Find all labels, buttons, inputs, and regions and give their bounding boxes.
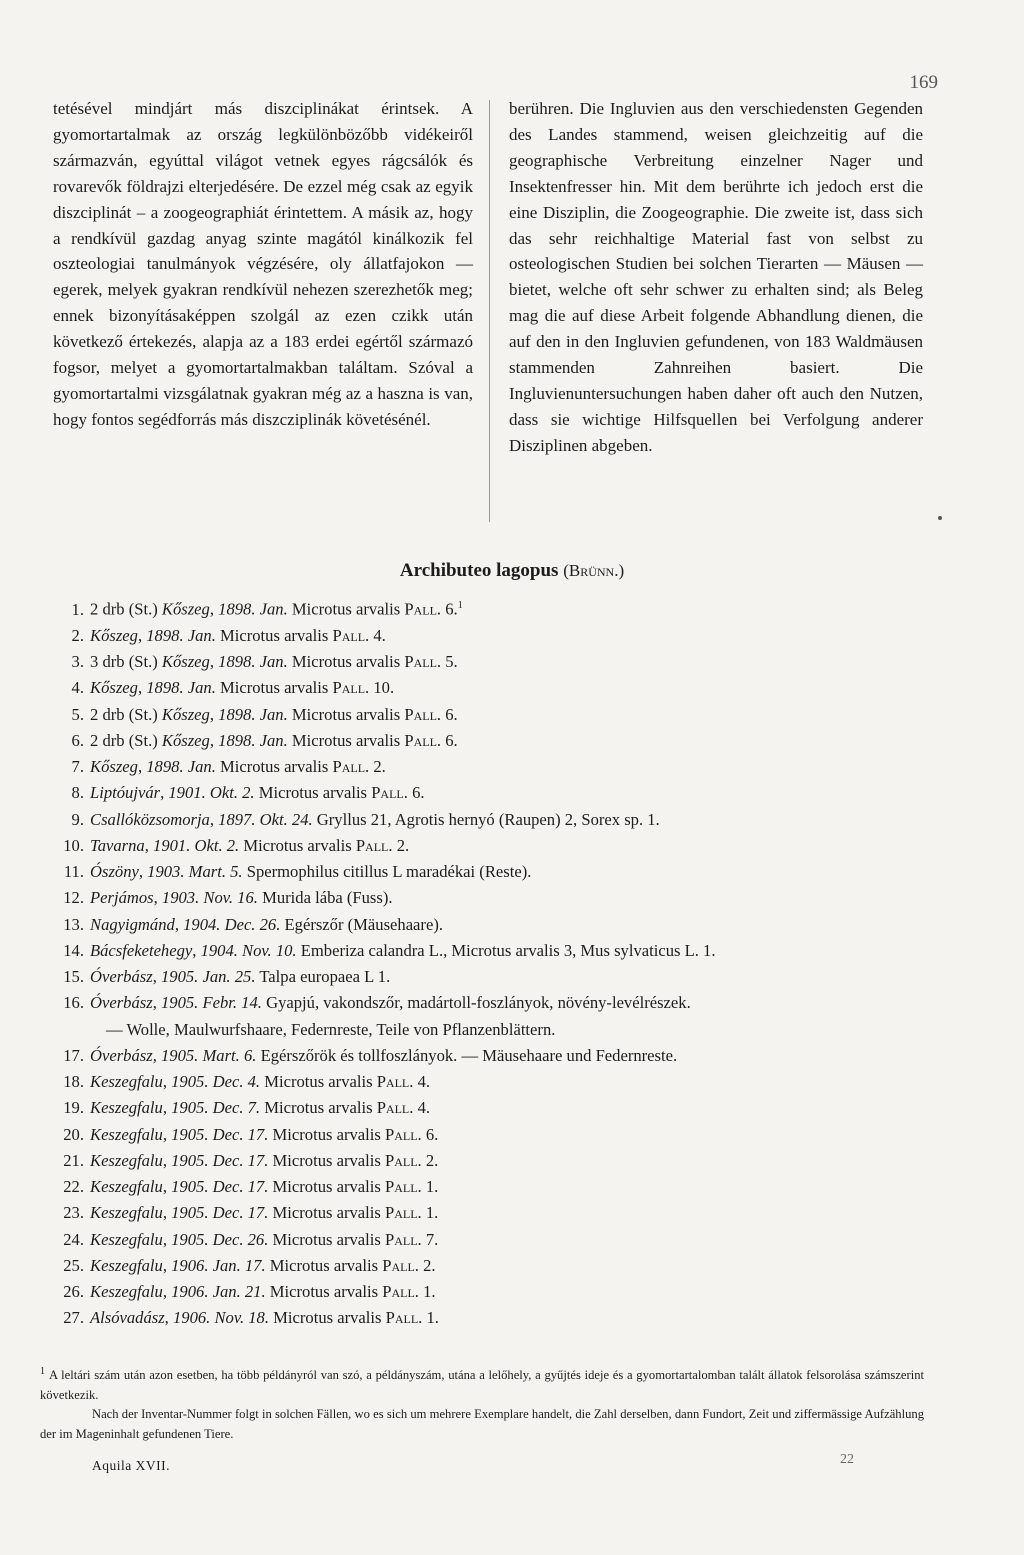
- entry-quantity: 4.: [417, 1098, 431, 1118]
- entry-text: Talpa europaea L 1.: [259, 967, 391, 987]
- entry-text: Gyapjú, vakondszőr, madártoll-foszlányok, növény-levélrészek.: [266, 993, 691, 1013]
- entry-authority: Pall.: [404, 652, 442, 672]
- entry-number: 5.: [71, 704, 84, 724]
- entry-text: Microtus arvalis: [220, 678, 329, 698]
- entry-number: 22.: [63, 1177, 84, 1197]
- page-number: 169: [909, 72, 938, 93]
- column-divider: [489, 100, 490, 522]
- entry-authority: Pall.: [332, 678, 370, 698]
- entry-date: 1905. Dec. 7.: [171, 1098, 261, 1118]
- entry-number: 18.: [63, 1072, 84, 1092]
- specimen-entry: 2. Kőszeg, 1898. Jan. Microtus arvalis Pall. 4.: [46, 623, 966, 649]
- german-paragraph: berühren. Die Ingluvien aus den verschiedensten Gegenden des Landes stammend, weisen gleichzeitig auf die geographische Verbreitung einzelner Nager und Insektenfresser hin. Mit dem berührte ich jedoch erst die eine Disziplin, die Zoogeographie. Die zweite ist, dass sich das sehr reichhaltige Material fast von selbst zu osteologischen Studien bei solchen Tierarten — Mäusen — bietet, welche oft sehr schwer zu erhalten sind; als Beleg mag die auf diese Arbeit folgende Abhandlung dienen, die auf den in den Ingluvien gefundenen, von 183 Waldmäusen stammenden Zahnreihen basiert. Die Ingluvienuntersuchungen haben daher oft auch den Nutzen, dass sie wichtige Hilfsquellen bei Verfolgung anderer Disziplinen abgeben.: [509, 99, 923, 455]
- entry-text: Microtus arvalis: [291, 730, 401, 750]
- entry-authority: Pall.: [332, 757, 370, 777]
- entry-date: 1905. Febr. 14.: [160, 993, 262, 1013]
- entry-number: 23.: [63, 1203, 84, 1223]
- stray-dot: [938, 516, 942, 520]
- entry-number: 11.: [63, 862, 84, 882]
- entry-text: Microtus arvalis: [291, 652, 401, 672]
- entry-text: Gryllus 21, Agrotis hernyó (Raupen) 2, Sorex sp. 1.: [316, 809, 660, 829]
- signature-mark: 22: [840, 1452, 854, 1467]
- specimen-entry: 8. Liptóujvár, 1901. Okt. 2. Microtus arvalis Pall. 6.: [46, 780, 966, 806]
- entry-authority: Pall.: [385, 1229, 422, 1249]
- specimen-entry: 9. Csallóközsomorja, 1897. Okt. 24. Gryllus 21, Agrotis hernyó (Raupen) 2, Sorex sp. 1.: [46, 807, 966, 833]
- specimen-entry: 6. 2 drb (St.) Kőszeg, 1898. Jan. Microtus arvalis Pall. 6.: [46, 728, 966, 754]
- entry-authority: Pall.: [382, 1255, 419, 1275]
- entry-locality: Tavarna: [90, 835, 145, 855]
- hungarian-paragraph: tetésével mindjárt más diszciplinákat érintsek. A gyomortartalmak az ország legkülönbözőbb vidékeiről származván, egyúttal világot vetnek egyes rágcsálók és rovarevők földrajzi elterjedésére. De ezzel még csak az egyik diszciplinát – a zoogeographiát érintettem. A másik az, hogy a rendkívül gazdag anyag szinte magától kinálkozik fel oszteologiai tanulmányok végzésére, oly állatfajokon — egerek, melyek gyakran rendkívül nehezen szerezhetők meg; ennek bizonyításaképpen szolgál az ezen czikk után következő értekezés, alapja az a 183 erdei egértől származó fogsor, melyet a gyomortartalmakban találtam. Szóval a gyomortartalmi vizsgálatnak gyakran még az a haszna is van, hogy fontos segédforrás más diszcziplinák követésénél.: [53, 99, 473, 429]
- entry-locality: Óverbász: [90, 967, 153, 987]
- entry-authority: Pall.: [404, 730, 442, 750]
- specimen-entry: [46, 1017, 966, 1043]
- species-author: (Brünn.): [563, 561, 625, 580]
- entry-quantity: 4.: [417, 1072, 431, 1092]
- specimen-entry: 13. Nagyigmánd, 1904. Dec. 26. Egérszőr (Mäusehaare).: [46, 912, 966, 938]
- entry-date: 1898. Jan.: [218, 599, 288, 619]
- specimen-entry: 3. 3 drb (St.) Kőszeg, 1898. Jan. Microtus arvalis Pall. 5.: [46, 649, 966, 675]
- entry-date: 1905. Dec. 26.: [171, 1229, 269, 1249]
- entry-text: Emberiza calandra L., Microtus arvalis 3, Mus sylvaticus L. 1.: [300, 940, 716, 960]
- entry-number: 21.: [63, 1150, 84, 1170]
- entry-locality: Keszegfalu: [90, 1072, 163, 1092]
- entry-authority: Pall.: [385, 1177, 422, 1197]
- specimen-entry: 16. Óverbász, 1905. Febr. 14. Gyapjú, vakondszőr, madártoll-foszlányok, növény-levélrészek.: [46, 990, 966, 1016]
- entry-quantity: 6.: [425, 1124, 439, 1144]
- entry-number: 27.: [63, 1308, 84, 1328]
- specimen-entry: 5. 2 drb (St.) Kőszeg, 1898. Jan. Microtus arvalis Pall. 6.: [46, 702, 966, 728]
- entry-locality: Keszegfalu: [90, 1098, 163, 1118]
- entry-count: 2 drb (St.): [90, 704, 162, 724]
- entry-number: 14.: [63, 940, 84, 960]
- entry-date: 1898. Jan.: [218, 652, 288, 672]
- entry-number: 2.: [71, 625, 84, 645]
- specimen-entry: 26. Keszegfalu, 1906. Jan. 21. Microtus arvalis Pall. 1.: [46, 1279, 966, 1305]
- entry-number: 19.: [63, 1098, 84, 1118]
- specimen-entry: 21. Keszegfalu, 1905. Dec. 17. Microtus arvalis Pall. 2.: [46, 1148, 966, 1174]
- entry-date: 1905. Dec. 17.: [171, 1124, 269, 1144]
- entry-quantity: 7.: [425, 1229, 439, 1249]
- entry-date: 1897. Okt. 24.: [218, 809, 313, 829]
- entry-date: 1905. Dec. 17.: [171, 1203, 269, 1223]
- entry-authority: Pall.: [404, 599, 442, 619]
- entry-text: — Wolle, Maulwurfshaare, Federnreste, Teile von Pflanzenblättern.: [106, 1019, 556, 1039]
- entry-authority: Pall.: [332, 625, 370, 645]
- specimen-entry: 12. Perjámos, 1903. Nov. 16. Murida lába (Fuss).: [46, 885, 966, 911]
- specimen-entry: 24. Keszegfalu, 1905. Dec. 26. Microtus arvalis Pall. 7.: [46, 1227, 966, 1253]
- entry-text: Microtus arvalis: [269, 1255, 379, 1275]
- entry-quantity: 1.: [425, 1177, 439, 1197]
- entry-date: 1905. Dec. 17.: [171, 1177, 269, 1197]
- entry-quantity: 5.: [445, 652, 458, 672]
- species-name: Archibuteo lagopus: [399, 560, 559, 581]
- entry-quantity: 1.: [425, 1203, 439, 1223]
- entry-number: 8.: [71, 783, 84, 803]
- entry-text: Microtus arvalis: [220, 625, 329, 645]
- entry-locality: Perjámos: [90, 888, 154, 908]
- entry-date: 1906. Nov. 18.: [172, 1308, 269, 1328]
- entry-number: 7.: [71, 757, 84, 777]
- entry-text: Microtus arvalis: [264, 1098, 373, 1118]
- entry-text: Microtus arvalis: [272, 1124, 381, 1144]
- entry-locality: Csallóközsomorja: [90, 809, 210, 829]
- entry-date: 1901. Okt. 2.: [153, 835, 240, 855]
- entry-number: 13.: [63, 914, 84, 934]
- entry-locality: Keszegfalu: [90, 1177, 163, 1197]
- entry-date: 1904. Nov. 10.: [200, 940, 297, 960]
- entry-locality: Ószöny: [90, 862, 139, 882]
- entry-authority: Pall.: [404, 704, 442, 724]
- entry-locality: Keszegfalu: [90, 1124, 163, 1144]
- specimen-entry: 17. Óverbász, 1905. Mart. 6. Egérszőrök és tollfoszlányok. — Mäusehaare und Federnreste.: [46, 1043, 966, 1069]
- entry-number: 15.: [63, 967, 84, 987]
- entry-quantity: 6.: [445, 730, 458, 750]
- entry-date: 1905. Jan. 25.: [160, 967, 256, 987]
- entry-number: 12.: [63, 888, 84, 908]
- entry-date: 1905. Mart. 6.: [160, 1045, 257, 1065]
- journal-footer: Aquila XVII.: [92, 1458, 170, 1473]
- footnote: [40, 1362, 924, 1444]
- entry-locality: Bácsfeketehegy: [90, 940, 193, 960]
- entry-date: 1904. Dec. 26.: [183, 914, 281, 934]
- entry-quantity: 6.: [445, 704, 458, 724]
- entry-locality: Kőszeg: [161, 652, 210, 672]
- entry-number: 4.: [71, 678, 84, 698]
- entry-authority: Pall.: [376, 1072, 414, 1092]
- entry-text: Microtus arvalis: [272, 1203, 381, 1223]
- footnote-marker: 1: [40, 1366, 45, 1377]
- entry-number: 1.: [71, 599, 84, 619]
- entry-locality: Kőszeg: [90, 625, 138, 645]
- specimen-entry: 14. Bácsfeketehegy, 1904. Nov. 10. Emberiza calandra L., Microtus arvalis 3, Mus sylvaticus L. 1.: [46, 938, 966, 964]
- entry-authority: Pall.: [385, 1124, 422, 1144]
- entry-authority: Pall.: [355, 835, 393, 855]
- entry-locality: Kőszeg: [90, 757, 138, 777]
- entry-quantity: 6.: [445, 599, 458, 619]
- entry-quantity: 4.: [373, 625, 386, 645]
- entry-authority: Pall.: [385, 1150, 422, 1170]
- entry-date: 1898. Jan.: [218, 730, 288, 750]
- entry-count: 3 drb (St.): [90, 652, 162, 672]
- entry-quantity: 2.: [373, 757, 386, 777]
- entry-quantity: 1.: [426, 1308, 439, 1328]
- entry-date: 1906. Jan. 21.: [171, 1282, 266, 1302]
- entry-locality: Keszegfalu: [90, 1203, 163, 1223]
- entry-authority: Pall.: [371, 783, 408, 803]
- entry-locality: Keszegfalu: [90, 1229, 163, 1249]
- specimen-entry: 19. Keszegfalu, 1905. Dec. 7. Microtus arvalis Pall. 4.: [46, 1095, 966, 1121]
- entry-number: 24.: [63, 1229, 84, 1249]
- entry-locality: Óverbász: [90, 993, 153, 1013]
- entry-quantity: 2.: [423, 1255, 436, 1275]
- entry-authority: Pall.: [376, 1098, 414, 1118]
- entry-locality: Kőszeg: [90, 678, 138, 698]
- specimen-list: [46, 593, 966, 1332]
- two-column-text: [53, 96, 923, 528]
- entry-text: Egérszőrök és tollfoszlányok. — Mäusehaare und Federnreste.: [260, 1045, 678, 1065]
- entry-text: Microtus arvalis: [272, 1177, 381, 1197]
- entry-quantity: 10.: [373, 678, 395, 698]
- footnote-hungarian: [40, 1362, 924, 1405]
- footnote-german: Nach der Inventar-Nummer folgt in solchen Fällen, wo es sich um mehrere Exemplare handelt, die Zahl derselben, dann Fundort, Zeit und ziffermässige Aufzählung der im Mageninhalt gefundenen Tiere.: [40, 1407, 924, 1441]
- entry-locality: Kőszeg: [161, 730, 210, 750]
- specimen-entry: 27. Alsóvadász, 1906. Nov. 18. Microtus arvalis Pall. 1.: [46, 1305, 966, 1331]
- entry-text: Microtus arvalis: [291, 599, 401, 619]
- entry-number: 9.: [71, 809, 84, 829]
- entry-text: Microtus arvalis: [272, 1229, 381, 1249]
- specimen-entry: 7. Kőszeg, 1898. Jan. Microtus arvalis Pall. 2.: [46, 754, 966, 780]
- entry-authority: Pall.: [382, 1282, 419, 1302]
- entry-date: 1905. Dec. 17.: [171, 1150, 269, 1170]
- specimen-entry: 4. Kőszeg, 1898. Jan. Microtus arvalis Pall. 10.: [46, 675, 966, 701]
- entry-quantity: 1.: [423, 1282, 436, 1302]
- entry-number: 25.: [63, 1255, 84, 1275]
- entry-date: 1906. Jan. 17.: [171, 1255, 266, 1275]
- entry-text: Microtus arvalis: [243, 835, 352, 855]
- entry-number: 3.: [71, 652, 84, 672]
- specimen-entry: 11. Ószöny, 1903. Mart. 5. Spermophilus citillus L maradékai (Reste).: [46, 859, 966, 885]
- specimen-entry: 23. Keszegfalu, 1905. Dec. 17. Microtus arvalis Pall. 1.: [46, 1200, 966, 1226]
- specimen-entry: 22. Keszegfalu, 1905. Dec. 17. Microtus arvalis Pall. 1.: [46, 1174, 966, 1200]
- specimen-entry: 18. Keszegfalu, 1905. Dec. 4. Microtus arvalis Pall. 4.: [46, 1069, 966, 1095]
- entry-locality: Keszegfalu: [90, 1282, 163, 1302]
- entry-locality: Alsóvadász: [90, 1308, 165, 1328]
- entry-text: Microtus arvalis: [269, 1282, 379, 1302]
- entry-date: 1903. Nov. 16.: [161, 888, 258, 908]
- species-heading: [0, 560, 1024, 582]
- entry-text: Egérszőr (Mäusehaare).: [284, 914, 443, 934]
- entry-quantity: 2.: [396, 835, 410, 855]
- entry-text: Microtus arvalis: [272, 1150, 381, 1170]
- entry-authority: Pall.: [385, 1308, 423, 1328]
- entry-count: 2 drb (St.): [90, 599, 162, 619]
- entry-number: 6.: [71, 730, 84, 750]
- entry-text: Microtus arvalis: [273, 1308, 382, 1328]
- specimen-entry: 20. Keszegfalu, 1905. Dec. 17. Microtus arvalis Pall. 6.: [46, 1122, 966, 1148]
- entry-text: Microtus arvalis: [264, 1072, 373, 1092]
- entry-date: 1898. Jan.: [146, 678, 216, 698]
- entry-date: 1901. Okt. 2.: [168, 783, 255, 803]
- entry-number: 17.: [63, 1045, 84, 1065]
- entry-number: 16.: [63, 993, 84, 1013]
- entry-date: 1898. Jan.: [218, 704, 288, 724]
- entry-locality: Kőszeg: [161, 704, 210, 724]
- entry-quantity: 2.: [425, 1150, 439, 1170]
- entry-count: 2 drb (St.): [90, 730, 162, 750]
- entry-locality: Óverbász: [90, 1045, 153, 1065]
- entry-text: Microtus arvalis: [291, 704, 401, 724]
- entry-locality: Keszegfalu: [90, 1255, 163, 1275]
- specimen-entry: 25. Keszegfalu, 1906. Jan. 17. Microtus arvalis Pall. 2.: [46, 1253, 966, 1279]
- specimen-entry: 10. Tavarna, 1901. Okt. 2. Microtus arvalis Pall. 2.: [46, 833, 966, 859]
- entry-number: 26.: [63, 1282, 84, 1302]
- specimen-entry: 1. 2 drb (St.) Kőszeg, 1898. Jan. Microtus arvalis Pall. 6.$^1$: [46, 593, 966, 623]
- footnote-hungarian-text: A leltári szám után azon esetben, ha több példányról van szó, a példányszám, utána a lelőhely, a gyűjtés ideje és a gyomortartalomban talált állatok felsorolása számszerint következik.: [40, 1368, 924, 1402]
- entry-quantity: 6.: [412, 783, 425, 803]
- entry-text: Spermophilus citillus L maradékai (Reste).: [246, 862, 532, 882]
- german-column: [509, 96, 923, 459]
- entry-authority: Pall.: [385, 1203, 422, 1223]
- entry-text: Murida lába (Fuss).: [262, 888, 393, 908]
- entry-locality: Nagyigmánd: [90, 914, 175, 934]
- entry-date: 1903. Mart. 5.: [147, 862, 243, 882]
- entry-number: 10.: [63, 835, 84, 855]
- hungarian-column: [53, 96, 473, 433]
- entry-text: Microtus arvalis: [258, 783, 368, 803]
- entry-locality: Kőszeg: [161, 599, 210, 619]
- entry-date: 1898. Jan.: [146, 757, 216, 777]
- entry-date: 1898. Jan.: [146, 625, 216, 645]
- entry-locality: Keszegfalu: [90, 1150, 163, 1170]
- entry-date: 1905. Dec. 4.: [171, 1072, 261, 1092]
- entry-locality: Liptóujvár: [90, 783, 161, 803]
- entry-number: 20.: [63, 1124, 84, 1144]
- footnote-ref: 1: [457, 600, 463, 611]
- specimen-entry: 15. Óverbász, 1905. Jan. 25. Talpa europaea L 1.: [46, 964, 966, 990]
- entry-text: Microtus arvalis: [220, 757, 329, 777]
